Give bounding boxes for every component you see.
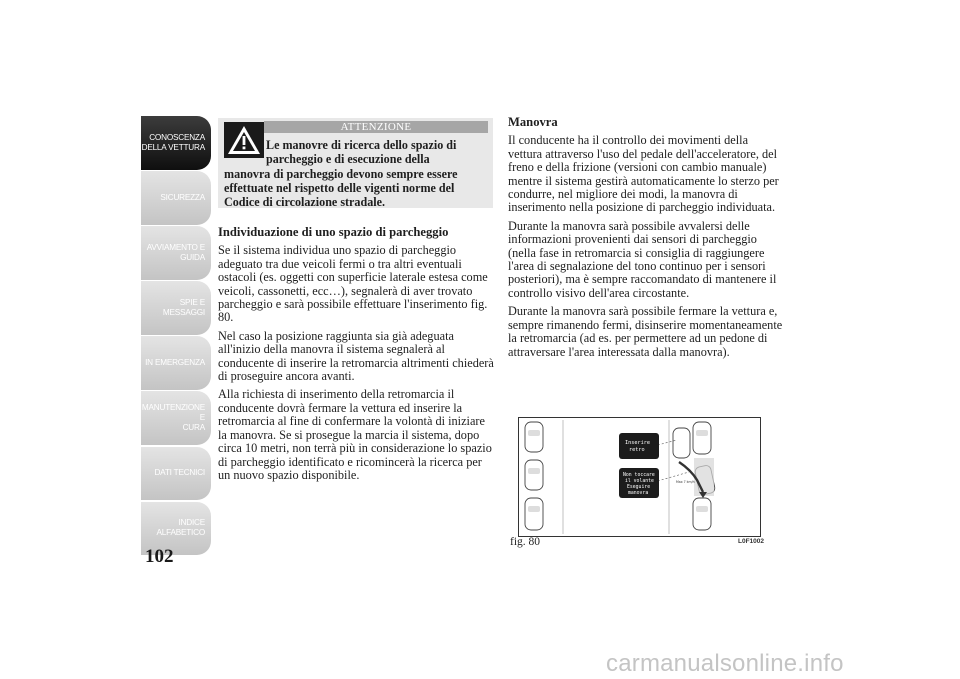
warning-text [224, 138, 489, 209]
chapter-sidebar [141, 116, 211, 557]
watermark: carmanualsonline.info [606, 650, 844, 677]
paragraph: Nel caso la posizione raggiunta sia già adeguata all'inizio della manovra il sistema segnalerà al conducente di inserire la retromarcia altrimenti chiederà di proseguire ancora avanti. [218, 328, 494, 384]
figure-caption: fig. 80 [510, 536, 541, 548]
sidebar-tab-manutenzione[interactable] [141, 391, 211, 445]
left-column [218, 226, 496, 487]
screen2-line3: Eseguire [627, 485, 651, 490]
screen2-line2: il volante [625, 479, 654, 484]
parking-illustration [518, 417, 761, 537]
sidebar-tab-label: IN EMERGENZA [145, 358, 205, 368]
section-heading: Manovra [508, 115, 558, 129]
screen2-line4: manovra [628, 491, 649, 496]
sidebar-tab-label: SPIE E MESSAGGI [162, 298, 205, 318]
sidebar-tab-label: SICUREZZA [160, 192, 205, 202]
sidebar-tab-avviamento[interactable] [141, 226, 211, 280]
section-heading: Individuazione di uno spazio di parcheggio [218, 225, 449, 239]
sidebar-tab-label: MANUTENZIONE E CURA [141, 403, 205, 433]
sidebar-tab-label: DATI TECNICI [154, 468, 205, 478]
paragraph: Il conducente ha il controllo dei movimenti della vettura attraverso l'uso del pedale dell'acceleratore, del freno e della frizione (versioni con cambio manuale) mentre il sistema gestirà automaticamente lo sterzo per condurre, nel migliore dei modi, la manovra di inserimento nella posizione di parcheggio individuata. [508, 133, 779, 215]
sidebar-tab-dati-tecnici[interactable] [141, 447, 211, 501]
page-number: 102 [145, 546, 174, 567]
warning-line-1: Le manovre di ricerca dello spazio di [266, 138, 457, 152]
warning-rest: manovra di parcheggio devono sempre essere effettuate nel rispetto delle vigenti norme del Codice di circolazione stradale. [224, 166, 458, 210]
warning-line-2: parcheggio e di esecuzione della [266, 152, 430, 167]
speed-label: Max 7 km/h [676, 480, 695, 484]
paragraph: Durante la manovra sarà possibile avvalersi delle informazioni provenienti dai sensori di parcheggio (nella fase in retromarcia si consiglia di raggiungere l'area di segnalazione del tono continuo per i sensori posteriori), ma è sempre raccomandato di mantenere il controllo visivo dell'area circostante. [508, 218, 777, 300]
screen1-line2: retro [629, 447, 645, 453]
right-column [508, 116, 783, 364]
sidebar-tab-label: CONOSCENZA DELLA VETTURA [141, 132, 205, 152]
paragraph: Se il sistema individua uno spazio di parcheggio adeguato tra due veicoli fermi o tra altri eventuali ostacoli (es. oggetti con superficie laterale estesa come veicoli, cassonetti, ecc…), segnalerà di aver trovato parcheggio e sarà possibile effettuare l'inserimento fig. 80. [218, 243, 488, 325]
sidebar-tab-emergenza[interactable] [141, 336, 211, 390]
sidebar-tab-label: INDICE ALFABETICO [156, 518, 205, 538]
paragraph: Durante la manovra sarà possibile fermare la vettura e, sempre rimanendo fermi, disinserire momentaneamente la retromarcia (ad es. per permettere ad un pedone di attraversare l'area interessata dalla manovra). [508, 304, 783, 359]
screen2-line1: Non toccare [623, 473, 655, 478]
sidebar-tab-spie[interactable] [141, 281, 211, 335]
sidebar-tab-label: AVVIAMENTO E GUIDA [146, 242, 205, 262]
warning-box [218, 118, 493, 208]
paragraph: Alla richiesta di inserimento della retromarcia il conducente dovrà fermare la vettura ed inserire la retromarcia al fine di confermare la volontà di iniziare la manovra. Se si prosegue la marcia il sistema, dopo circa 10 metri, non terrà più in considerazione lo spazio di parcheggio identificato e ricomincerà la ricerca per un nuovo spazio disponibile. [218, 387, 492, 482]
parked-car [525, 422, 543, 530]
sidebar-tab-conoscenza[interactable] [141, 116, 211, 170]
screen1-line1: Inserire [625, 440, 650, 446]
figure-code: L0F1002 [738, 538, 765, 545]
sidebar-tab-sicurezza[interactable] [141, 171, 211, 225]
warning-title: ATTENZIONE [264, 121, 488, 133]
